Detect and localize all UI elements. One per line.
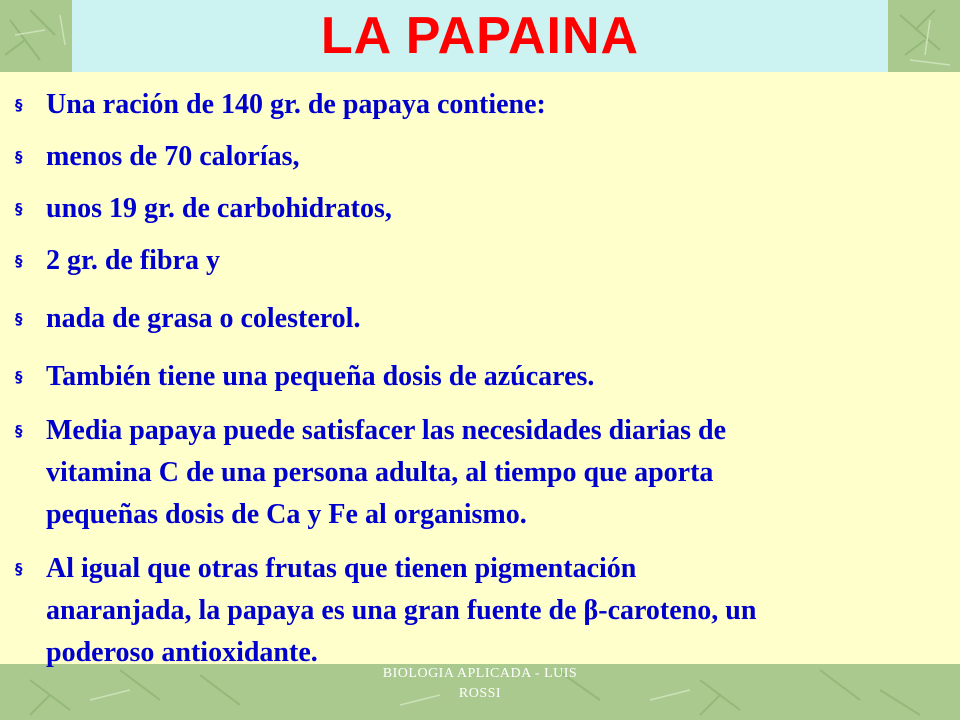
- bullet-text: 2 gr. de fibra y: [46, 245, 220, 276]
- bullet-text: unos 19 gr. de carbohidratos,: [46, 193, 392, 224]
- footer-credit: [330, 664, 630, 704]
- bullet-text: nada de grasa o colesterol.: [46, 303, 361, 334]
- bullet-text: Media papaya puede satisfacer las necesidades diarias de vitamina C de una persona adulta, al tiempo que aporta pequeñas dosis de Ca y Fe al organismo.: [46, 415, 727, 530]
- bullet-icon: §: [15, 310, 23, 328]
- bullet-icon: §: [15, 252, 23, 270]
- slide-title: LA PAPAINA: [320, 7, 640, 65]
- bullet-icon: §: [15, 368, 23, 386]
- bullet-icon: §: [15, 96, 23, 114]
- footer-line-1: BIOLOGIA APLICADA - LUIS: [382, 666, 578, 681]
- title-band: [72, 0, 888, 72]
- bullet-icon: §: [15, 200, 23, 218]
- bullet-text: menos de 70 calorías,: [46, 141, 300, 172]
- bullet-icon: §: [15, 560, 23, 578]
- footer-line-2: ROSSI: [458, 686, 502, 701]
- content-panel: [0, 72, 960, 668]
- bullet-text: Una ración de 140 gr. de papaya contiene:: [46, 89, 546, 120]
- bullet-icon: §: [15, 422, 23, 440]
- bullet-icon: §: [15, 148, 23, 166]
- bullet-text: También tiene una pequeña dosis de azúcares.: [46, 361, 595, 392]
- bullet-text: Al igual que otras frutas que tienen pigmentación anaranjada, la papaya es una gran fuente de β-caroteno, un poderoso antioxidante.: [46, 553, 757, 668]
